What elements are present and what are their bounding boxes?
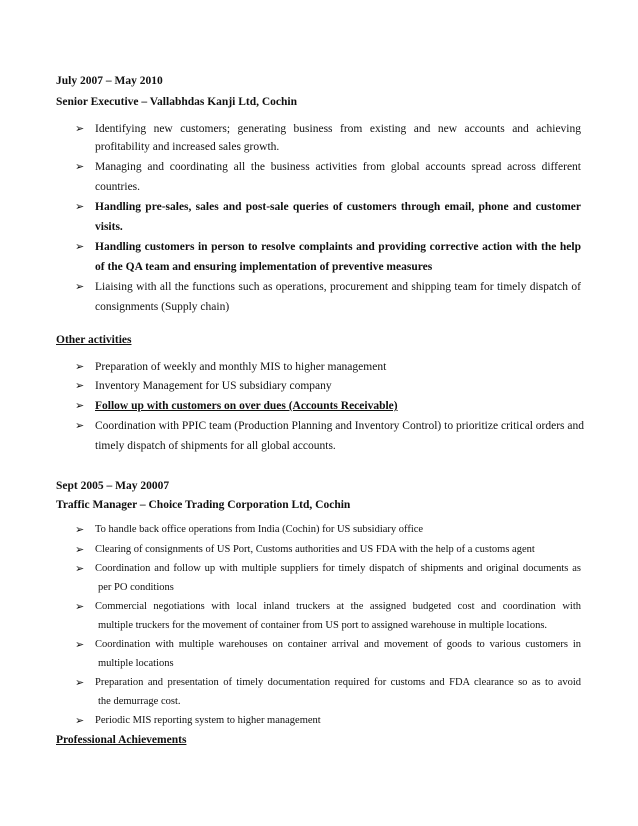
arrow-bullet-icon: ➢ xyxy=(75,638,85,651)
other-bullet-1: Preparation of weekly and monthly MIS to higher management xyxy=(95,361,387,373)
arrow-bullet-icon: ➢ xyxy=(75,600,85,613)
arrow-bullet-icon: ➢ xyxy=(75,562,85,575)
job2-bullet-7: Periodic MIS reporting system to higher management xyxy=(95,715,321,726)
job1-bullet-1-line-2: profitability and increased sales growth. xyxy=(95,141,280,153)
arrow-bullet-icon: ➢ xyxy=(75,523,85,536)
professional-achievements-heading: Professional Achievements xyxy=(56,734,187,746)
other-bullet-3: Follow up with customers on over dues (Accounts Receivable) xyxy=(95,400,398,412)
other-bullet-2: Inventory Management for US subsidiary company xyxy=(95,380,332,392)
job1-role: Senior Executive – Vallabhdas Kanji Ltd, Cochin xyxy=(56,96,298,108)
job2-bullet-5-line-2: multiple locations xyxy=(98,658,174,669)
job2-bullet-6-line-1: Preparation and presentation of timely documentation required for customs and FDA clearance so as to avoid xyxy=(95,677,581,688)
arrow-bullet-icon: ➢ xyxy=(75,160,85,173)
arrow-bullet-icon: ➢ xyxy=(75,379,85,392)
job1-bullet-3-line-1: Handling pre-sales, sales and post-sale queries of customers through email, phone and customer xyxy=(95,201,581,213)
job1-bullet-2-line-2: countries. xyxy=(95,181,141,193)
arrow-bullet-icon: ➢ xyxy=(75,714,85,727)
job1-bullet-2-line-1: Managing and coordinating all the business activities from global accounts spread across different xyxy=(95,161,581,173)
job1-bullet-4-line-2: of the QA team and ensuring implementation of preventive measures xyxy=(95,261,433,273)
job1-bullet-3-line-2: visits. xyxy=(95,221,123,233)
arrow-bullet-icon: ➢ xyxy=(75,200,85,213)
job2-bullet-5-line-1: Coordination with multiple warehouses on container arrival and movement of goods to various customers in xyxy=(95,639,581,650)
job1-bullet-1-line-1: Identifying new customers; generating business from existing and new accounts and achieving xyxy=(95,123,581,135)
other-activities-heading: Other activities xyxy=(56,334,132,346)
job1-bullet-5-line-1: Liaising with all the functions such as operations, procurement and shipping team for timely dispatch of xyxy=(95,281,581,293)
job2-bullet-3-line-1: Coordination and follow up with multiple suppliers for timely dispatch of shipments and original documents as xyxy=(95,563,581,574)
other-bullet-4-line-1: Coordination with PPIC team (Production Planning and Inventory Control) to prioritize critical orders and xyxy=(95,420,584,432)
job2-role: Traffic Manager – Choice Trading Corporation Ltd, Cochin xyxy=(56,499,351,511)
arrow-bullet-icon: ➢ xyxy=(75,543,85,556)
job2-bullet-4-line-1: Commercial negotiations with local inland truckers at the assigned budgeted cost and coordination with xyxy=(95,601,581,612)
job2-bullet-4-line-2: multiple truckers for the movement of container from US port to assigned warehouse in multiple locations. xyxy=(98,620,548,631)
arrow-bullet-icon: ➢ xyxy=(75,676,85,689)
arrow-bullet-icon: ➢ xyxy=(75,419,85,432)
arrow-bullet-icon: ➢ xyxy=(75,280,85,293)
job1-date: July 2007 – May 2010 xyxy=(56,75,163,87)
arrow-bullet-icon: ➢ xyxy=(75,122,85,135)
job1-bullet-4-line-1: Handling customers in person to resolve complaints and providing corrective action with the help xyxy=(95,241,581,253)
job2-bullet-3-line-2: per PO conditions xyxy=(98,582,174,593)
other-bullet-4-line-2: timely dispatch of shipments for all global accounts. xyxy=(95,440,336,452)
arrow-bullet-icon: ➢ xyxy=(75,240,85,253)
arrow-bullet-icon: ➢ xyxy=(75,360,85,373)
job2-bullet-1: To handle back office operations from India (Cochin) for US subsidiary office xyxy=(95,524,424,535)
job2-date: Sept 2005 – May 20007 xyxy=(56,480,170,492)
job1-bullet-5-line-2: consignments (Supply chain) xyxy=(95,301,230,313)
job2-bullet-6-line-2: the demurrage cost. xyxy=(98,696,181,707)
arrow-bullet-icon: ➢ xyxy=(75,399,85,412)
job2-bullet-2: Clearing of consignments of US Port, Customs authorities and US FDA with the help of a customs agent xyxy=(95,544,535,555)
